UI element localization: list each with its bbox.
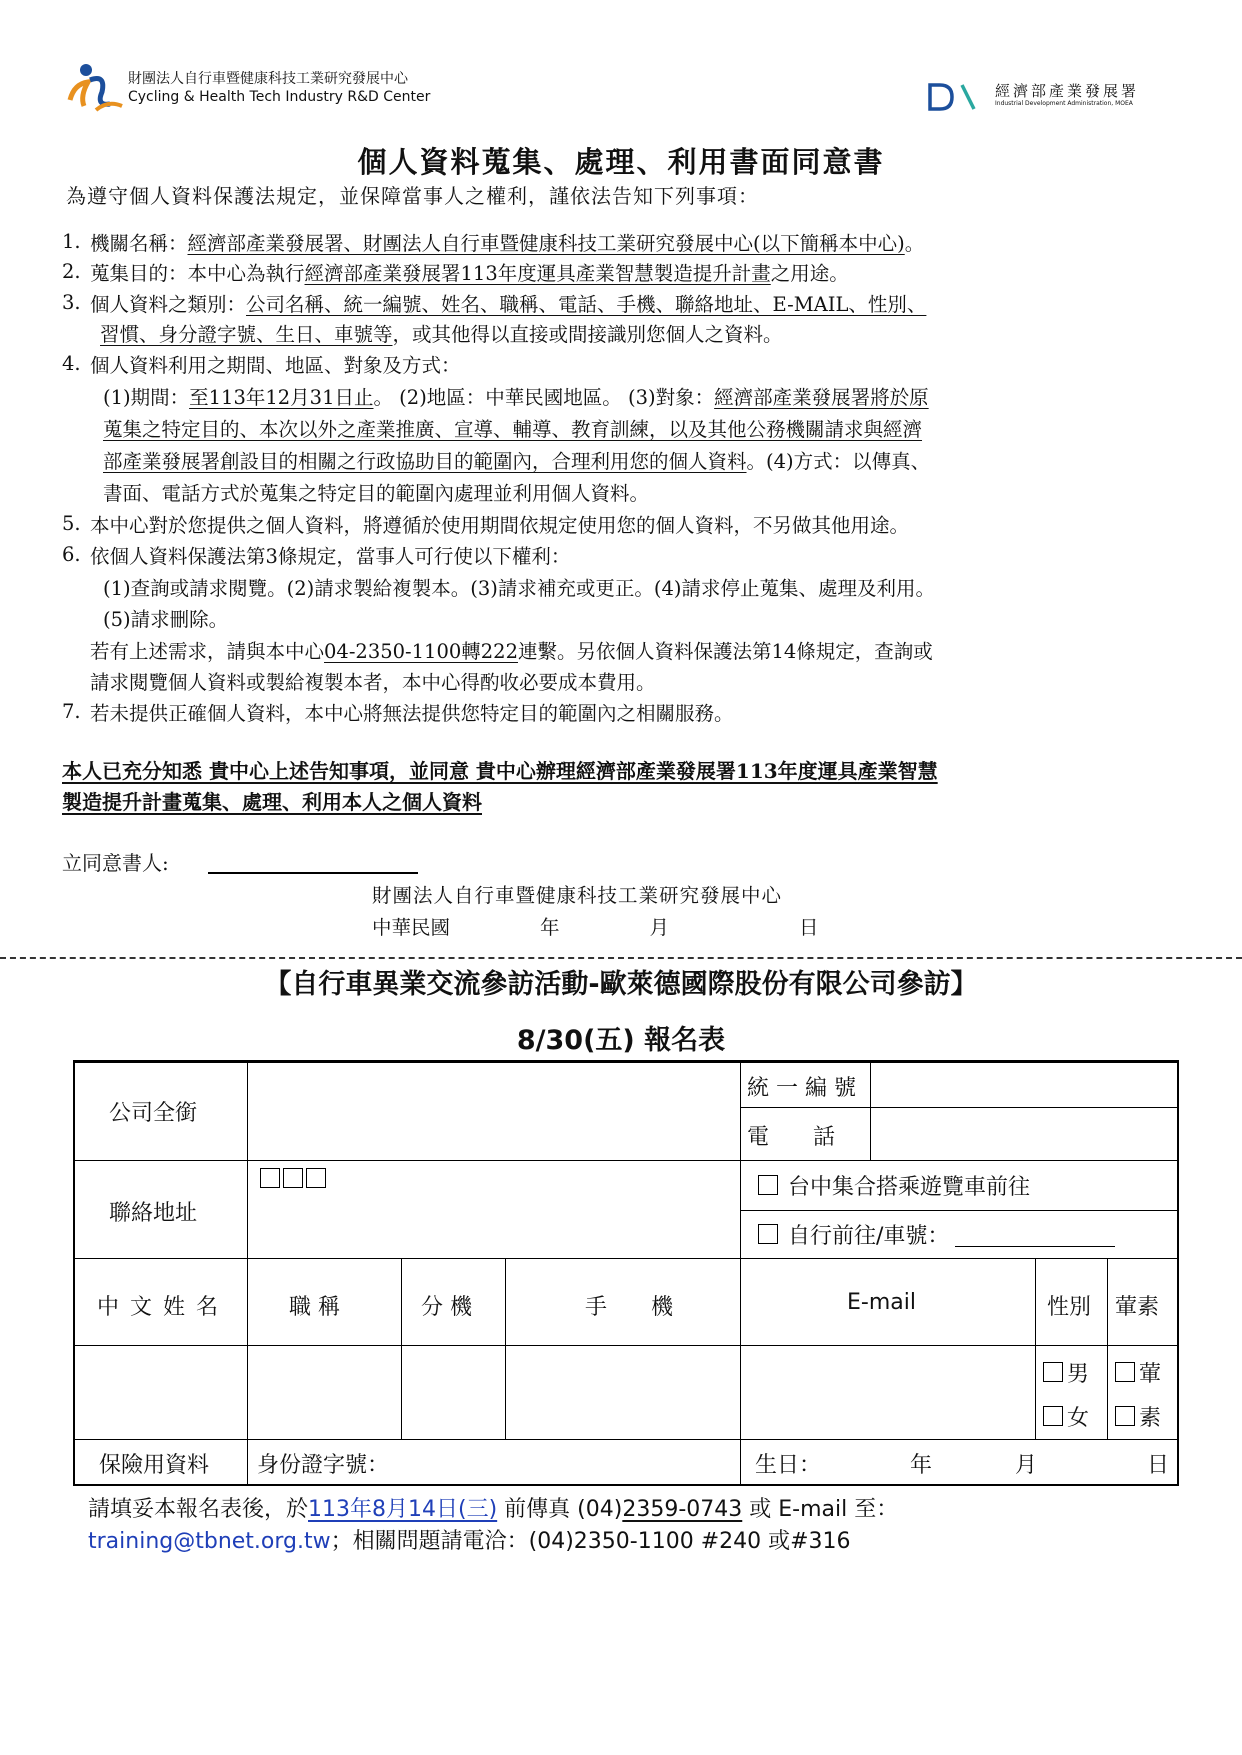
- consent-item-text: 蒐集目的：本中心為執行: [90, 262, 305, 285]
- footer-submission-note: [88, 1492, 898, 1523]
- col-ext-header: 分 機: [421, 1295, 472, 1320]
- col-divider: [505, 1258, 506, 1439]
- consent-item-text: 個人資料利用之期間、地區、對象及方式：: [90, 354, 461, 377]
- consent-item-text: 。(4)方式：以傳真、: [746, 450, 931, 473]
- row-divider: [75, 1160, 1177, 1161]
- consent-item-line: [90, 669, 656, 697]
- item-number: 2.: [62, 260, 81, 283]
- consent-item-underlined: 蒐集之特定目的、本次以外之產業推廣、宣導、輔導、教育訓練，以及其他公務機關請求與經濟: [103, 418, 923, 441]
- postal-code-box-3[interactable]: [306, 1168, 326, 1188]
- consent-item-line: [103, 575, 935, 603]
- consent-item-line: [103, 448, 930, 476]
- consent-item-line: [103, 480, 649, 508]
- agreement-statement: [62, 756, 1162, 818]
- tax-id-label: 統 一 編 號: [747, 1076, 856, 1101]
- consent-item-text: (5)請求刪除。: [103, 608, 229, 631]
- phone-input[interactable]: [875, 1110, 1173, 1158]
- postal-code-box-2[interactable]: [283, 1168, 303, 1188]
- birthday-day: 日: [1147, 1453, 1170, 1478]
- consent-item-underlined: 習慣、身分證字號、生日、車號等: [100, 323, 393, 346]
- consent-item-text: 連繫。另依個人資料保護法第14條規定，查詢或: [517, 640, 933, 663]
- consent-item-text: 之用途。: [770, 262, 849, 285]
- veg-label: 素: [1139, 1406, 1162, 1431]
- consent-item-text: (1)查詢或請求閱覽。(2)請求製給複製本。(3)請求補充或更正。(4)請求停止蒐集、處理及利用。: [103, 577, 935, 600]
- title-input[interactable]: [253, 1348, 397, 1436]
- consent-item-line: [90, 512, 909, 540]
- col-email-header: E-mail: [847, 1290, 916, 1315]
- col-divider: [401, 1258, 402, 1439]
- signature-line[interactable]: [208, 872, 418, 874]
- male-checkbox[interactable]: [1043, 1362, 1063, 1382]
- female-label: 女: [1067, 1406, 1090, 1431]
- col-divider: [870, 1062, 871, 1160]
- meat-label: 葷: [1139, 1362, 1162, 1387]
- consent-item-underlined: 公司名稱、統一編號、姓名、職稱、電話、手機、聯絡地址、E-MAIL、性別、: [246, 293, 927, 316]
- footer-text-c: 或 E-mail 至：: [742, 1497, 899, 1522]
- consent-item-text: 。: [904, 232, 925, 255]
- consent-title: 個人資料蒐集、處理、利用書面同意書: [357, 145, 885, 179]
- consent-item-text: 機關名稱：: [90, 232, 188, 255]
- id-number-label: 身份證字號：: [257, 1453, 390, 1478]
- col-diet-header: 葷素: [1115, 1295, 1160, 1320]
- consent-item-text: 若有上述需求，請與本中心: [90, 640, 325, 663]
- date-year: 年: [540, 916, 560, 939]
- cut-divider: [0, 957, 1242, 959]
- footer-text-a: 請填妥本報名表後，於: [88, 1497, 309, 1522]
- col-name-header: 中 文 姓 名: [97, 1295, 220, 1320]
- consent-item-underlined: 04-2350-1100轉222: [324, 640, 518, 663]
- consent-item-line: [90, 260, 849, 288]
- birthday-year: 年: [910, 1453, 933, 1478]
- footer-contact-note: [88, 1524, 851, 1555]
- bus-option-label: 台中集合搭乘遊覽車前往: [788, 1175, 1031, 1200]
- sign-date: [372, 912, 819, 940]
- consent-item-text: ，或其他得以直接或間接識別您個人之資料。: [392, 323, 783, 346]
- contact-email-link[interactable]: training@tbnet.org.tw: [88, 1529, 331, 1554]
- consent-item-line: [103, 416, 922, 444]
- col-divider: [740, 1062, 741, 1484]
- registration-table: [73, 1060, 1179, 1486]
- col-gender-header: 性別: [1047, 1295, 1092, 1320]
- consent-item-line: [90, 638, 933, 666]
- consent-item-text: 依個人資料保護法第3條規定，當事人可行使以下權利：: [90, 545, 571, 568]
- insurance-label: 保險用資料: [99, 1453, 210, 1478]
- col-divider: [247, 1062, 248, 1484]
- male-label: 男: [1067, 1362, 1090, 1387]
- date-roc: 中華民國: [372, 916, 451, 939]
- center-name: 財團法人自行車暨健康科技工業研究發展中心: [372, 884, 783, 907]
- row-divider: [75, 1345, 1177, 1346]
- self-travel-checkbox[interactable]: [758, 1224, 778, 1244]
- date-month: 月: [649, 916, 670, 939]
- company-label: 公司全銜: [109, 1101, 198, 1126]
- tax-id-input[interactable]: [875, 1064, 1173, 1106]
- consent-item-line: [90, 543, 570, 571]
- event-title: 【自行車異業交流參訪活動-歐萊德國際股份有限公司參訪】: [264, 969, 978, 1000]
- ext-input[interactable]: [407, 1348, 501, 1436]
- agreement-line-1: 本人已充分知悉 貴中心上述告知事項，並同意 貴中心辦理經濟部產業發展署113年度運具產業智慧: [62, 759, 938, 783]
- date-day: 日: [799, 916, 819, 939]
- ida-logo: [928, 82, 980, 112]
- item-number: 3.: [62, 291, 81, 314]
- veg-checkbox[interactable]: [1115, 1406, 1135, 1426]
- item-number: 7.: [62, 700, 81, 723]
- address-label: 聯絡地址: [109, 1201, 198, 1226]
- moea-name-en: Industrial Development Administration, MOEA: [995, 100, 1133, 107]
- bus-option-checkbox[interactable]: [758, 1175, 778, 1195]
- footer-contact-text: ；相關問題請電洽：(04)2350-1100 #240 或#316: [330, 1529, 851, 1554]
- row-divider: [75, 1062, 1177, 1063]
- item4-target-head: 經濟部產業發展署將於原: [714, 386, 929, 409]
- consent-item-text: 個人資料之類別：: [90, 293, 247, 316]
- row-divider: [740, 1210, 1177, 1211]
- consent-item-line: [100, 321, 783, 349]
- postal-code-box-1[interactable]: [260, 1168, 280, 1188]
- consent-item-line: [103, 606, 228, 634]
- consent-item-text: 。 (2)地區：中華民國地區。 (3)對象：: [373, 386, 715, 409]
- item-number: 4.: [62, 352, 81, 375]
- fax-number: 2359-0743: [622, 1497, 743, 1522]
- consent-item-line: [90, 291, 926, 319]
- plate-number-line[interactable]: [955, 1246, 1115, 1247]
- self-travel-label: 自行前往/車號：: [788, 1224, 950, 1249]
- consent-item-line: [90, 700, 734, 728]
- consent-item-line: [90, 352, 461, 380]
- item-number: 6.: [62, 543, 81, 566]
- form-title: 8/30(五) 報名表: [516, 1025, 726, 1056]
- col-divider: [1107, 1258, 1108, 1439]
- item-number: 1.: [62, 230, 81, 253]
- name-input[interactable]: [79, 1348, 243, 1436]
- org-name-en: Cycling & Health Tech Industry R&D Center: [128, 89, 431, 105]
- col-title-header: 職 稱: [289, 1295, 340, 1320]
- deadline-date: 113年8月14日(三): [308, 1497, 498, 1522]
- agreement-line-2: 製造提升計畫蒐集、處理、利用本人之個人資料: [62, 790, 482, 814]
- consent-item-underlined: 經濟部產業發展署113年度運具產業智慧製造提升計畫: [304, 262, 771, 285]
- consent-item-text: 書面、電話方式於蒐集之特定目的範圍內處理並利用個人資料。: [103, 482, 650, 505]
- consent-item-text: 若未提供正確個人資料，本中心將無法提供您特定目的範圍內之相關服務。: [90, 702, 734, 725]
- consent-item-text: 本中心對於您提供之個人資料，將遵循於使用期間依規定使用您的個人資料，不另做其他用途。: [90, 514, 910, 537]
- org-name-zh: 財團法人自行車暨健康科技工業研究發展中心: [128, 71, 408, 87]
- consent-item-text: (1)期間：: [103, 386, 190, 409]
- consent-item-line: [103, 384, 929, 412]
- row-divider: [75, 1439, 1177, 1440]
- birthday-label: 生日：: [755, 1453, 822, 1478]
- item-number: 5.: [62, 512, 81, 535]
- col-mobile-header: 手 機: [585, 1295, 674, 1320]
- consent-item-underlined: 經濟部產業發展署、財團法人自行車暨健康科技工業研究發展中心(以下簡稱本中心): [187, 232, 905, 255]
- row-divider: [75, 1258, 1177, 1259]
- consent-item-underlined: 部產業發展署創設目的相關之行政協助目的範圍內，合理利用您的個人資料: [103, 450, 747, 473]
- footer-text-b: 前傳真 (04): [497, 1497, 623, 1522]
- moea-name-zh: 經濟部產業發展署: [995, 82, 1140, 100]
- email-input[interactable]: [746, 1348, 1031, 1436]
- consent-intro: 為遵守個人資料保護法規定，並保障當事人之權利，謹依法告知下列事項：: [66, 184, 759, 208]
- birthday-month: 月: [1015, 1453, 1038, 1478]
- col-divider: [1035, 1258, 1036, 1439]
- phone-label: 電 話: [747, 1125, 836, 1150]
- cycling-center-logo: [66, 60, 126, 116]
- consent-item-underlined: 至113年12月31日止: [189, 386, 374, 409]
- female-checkbox[interactable]: [1043, 1406, 1063, 1426]
- id-number-input[interactable]: [400, 1442, 736, 1480]
- mobile-input[interactable]: [511, 1348, 736, 1436]
- consent-item-line: [90, 230, 924, 258]
- row-divider: [740, 1107, 1177, 1108]
- signer-label: 立同意書人:: [62, 851, 169, 875]
- meat-checkbox[interactable]: [1115, 1362, 1135, 1382]
- consent-item-text: 請求閱覽個人資料或製給複製本者，本中心得酌收必要成本費用。: [90, 671, 656, 694]
- company-input[interactable]: [253, 1064, 735, 1158]
